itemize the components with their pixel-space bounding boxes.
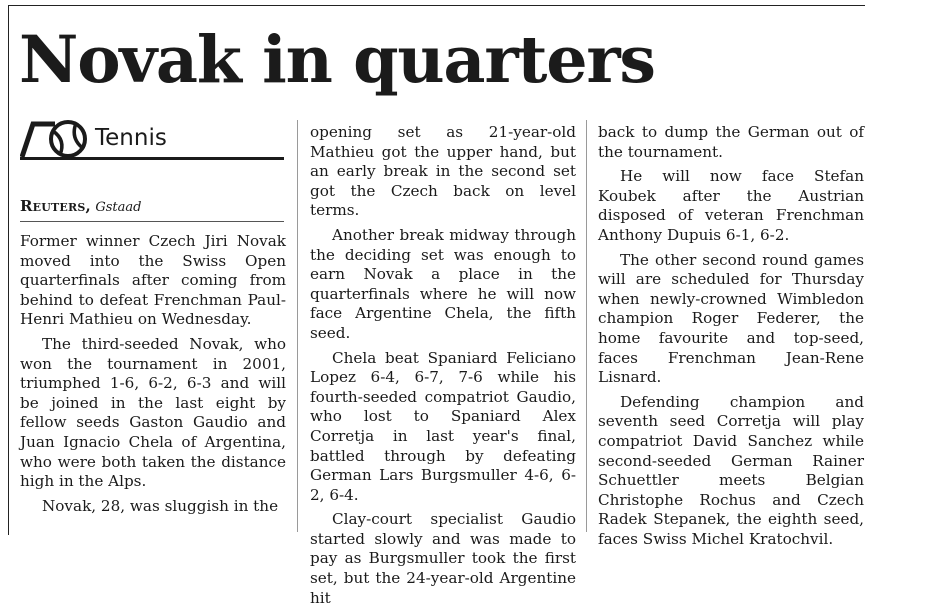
paragraph: opening set as 21-year-old Mathieu got the upper hand, but an early break in the second set got the Czech back on level terms. [310, 123, 576, 220]
paragraph: Novak, 28, was sluggish in the [42, 496, 279, 515]
section-underline [20, 157, 284, 160]
column-divider [297, 120, 298, 532]
paragraph: Defending champion and seventh seed Corretja will play compatriot David Sanchez while second-seeded German Rainer Schuettler meets Belgian Christophe Rochus and Czech Radek Stepanek, the eighth seed, faces Swiss Michel Kratochvil. [598, 392, 864, 548]
top-rule [8, 5, 865, 6]
left-rule [8, 5, 9, 535]
paragraph: He will now face Stefan Koubek after the Austrian disposed of veteran Frenchman Anthony Dupuis 6-1, 6-2. [598, 167, 864, 244]
byline-place: Gstaad [95, 200, 142, 215]
tennis-ball-logo-icon [20, 119, 90, 159]
paragraph: The third-seeded Novak, who won the tournament in 2001, triumphed 1-6, 6-2, 6-3 and will be joined in the last eight by fellow seeds Gaston Gaudio and Juan Ignacio Chela of Argentina, who were both taken the distance high in the Alps. [20, 334, 286, 491]
paragraph: The other second round games will are scheduled for Thursday when newly-crowned Wimbledon champion Roger Federer, the home favourite and top-seed, faces Frenchman Jean-Rene Lisnard. [598, 250, 864, 387]
section-name: Tennis [95, 125, 167, 151]
byline [20, 196, 141, 218]
paragraph: Clay-court specialist Gaudio started slowly and was made to pay as Burgsmuller took the first set, but the 24-year-old Argentine hit [310, 510, 576, 607]
article-column-3 [598, 123, 864, 549]
paragraph: Another break midway through the deciding set was enough to earn Novak a place in the quarterfinals where he will now face Argentine Chela, the fifth seed. [310, 225, 576, 342]
section-tag [20, 119, 284, 161]
headline: Novak in quarters [19, 22, 655, 98]
paragraph: Chela beat Spaniard Feliciano Lopez 6-4, 6-7, 7-6 while his fourth-seeded compatriot Gaudio, who lost to Spaniard Alex Corretja in last year's final, battled through by defeating German Lars Burgsmuller 4-6, 6-2, 6-4. [310, 348, 576, 504]
byline-agency: Reuters, [20, 197, 91, 215]
paragraph: back to dump the German out of the tournament. [598, 123, 864, 161]
byline-rule [20, 221, 284, 222]
article-column-1 [20, 232, 286, 516]
article-column-2 [310, 123, 576, 608]
paragraph: Former winner Czech Jiri Novak moved into the Swiss Open quarterfinals after coming from behind to defeat Frenchman Paul-Henri Mathieu on Wednesday. [20, 232, 286, 329]
column-divider [586, 120, 587, 532]
